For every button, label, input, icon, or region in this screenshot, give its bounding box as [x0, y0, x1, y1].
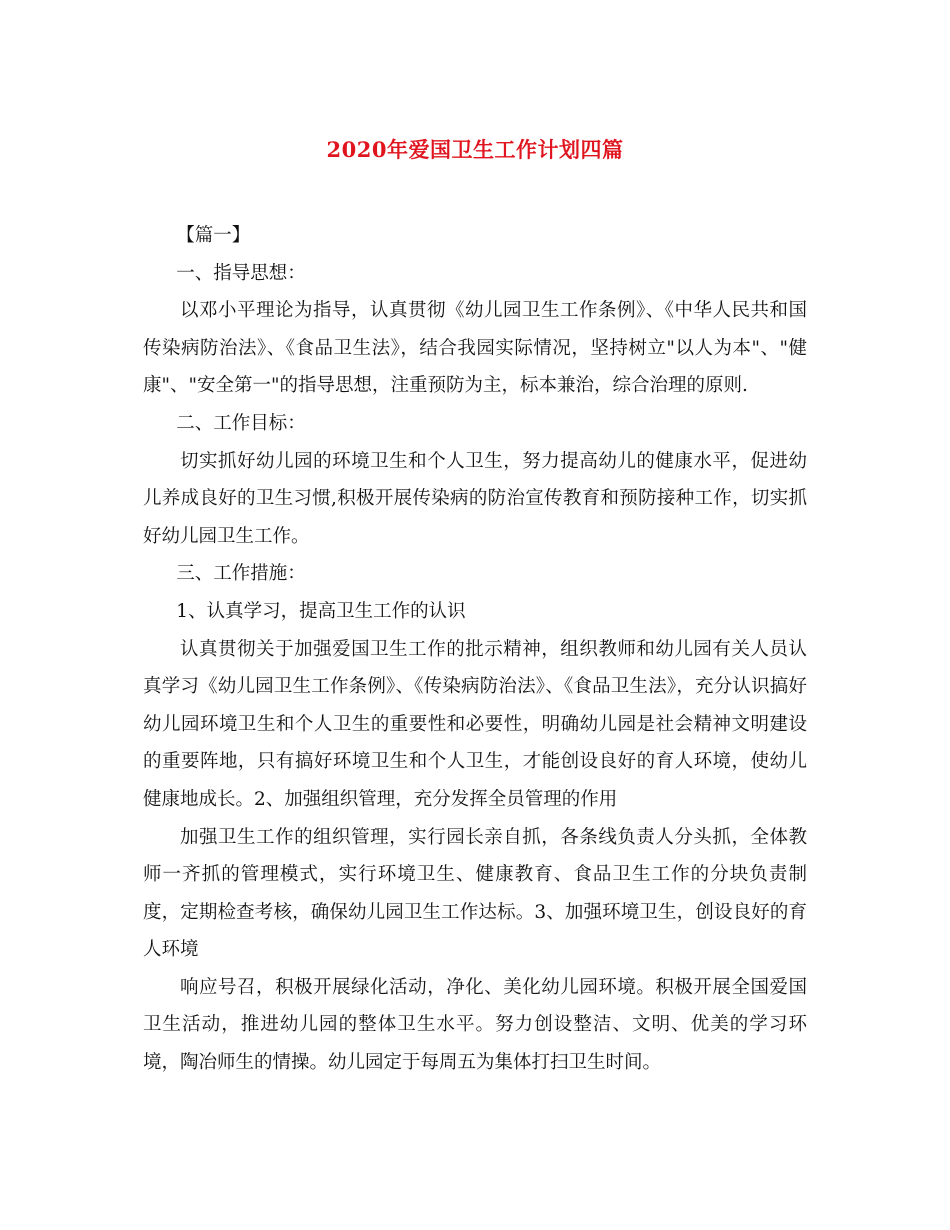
- section-marker: 【篇一】: [176, 225, 251, 246]
- heading-guiding-ideology: 一、指导思想：: [176, 262, 306, 284]
- heading-work-goals: 二、工作目标：: [176, 412, 306, 434]
- paragraph-organization: 加强卫生工作的组织管理，实行园长亲自抓，各条线负责人分头抓，全体教师一齐抓的管理模式，实行环境卫生、健康教育、食品卫生工作的分块负责制度，定期检查考核，确保幼儿园卫生工作达标。3、加强环境卫生，创设良好的育人环境: [143, 826, 807, 961]
- subheading-study: 1、认真学习，提高卫生工作的认识: [176, 600, 466, 622]
- paragraph-work-goals: 切实抓好幼儿园的环境卫生和个人卫生，努力提高幼儿的健康水平，促进幼儿养成良好的卫生习惯,积极开展传染病的防治宣传教育和预防接种工作，切实抓好幼儿园卫生工作。: [143, 450, 807, 547]
- paragraph-guiding-ideology: 以邓小平理论为指导，认真贯彻《幼儿园卫生工作条例》、《中华人民共和国传染病防治法》、《食品卫生法》，结合我园实际情况，坚持树立"以人为本"、"健康"、"安全第一"的指导思想，注重预防为主，标本兼治，综合治理的原则.: [143, 300, 807, 397]
- document-title: 2020年爱国卫生工作计划四篇: [326, 137, 624, 162]
- paragraph-environment: 响应号召，积极开展绿化活动，净化、美化幼儿园环境。积极开展全国爱国卫生活动，推进幼儿园的整体卫生水平。努力创设整洁、文明、优美的学习环境，陶冶师生的情操。幼儿园定于每周五为集体打扫卫生时间。: [143, 976, 807, 1074]
- paragraph-study: 认真贯彻关于加强爱国卫生工作的批示精神，组织教师和幼儿园有关人员认真学习《幼儿园卫生工作条例》、《传染病防治法》、《食品卫生法》，充分认识搞好幼儿园环境卫生和个人卫生的重要性和必要性，明确幼儿园是社会精神文明建设的重要阵地，只有搞好环境卫生和个人卫生，才能创设良好的育人环境，使幼儿健康地成长。2、加强组织管理，充分发挥全员管理的作用: [143, 638, 807, 810]
- document-body: [143, 217, 807, 1082]
- heading-work-measures: 三、工作措施：: [176, 563, 306, 585]
